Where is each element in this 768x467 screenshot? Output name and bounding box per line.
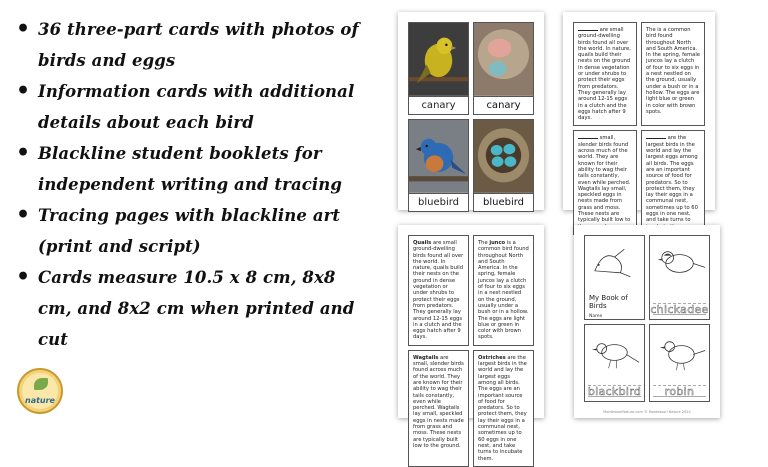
info-card: The is a common bird found throughout North and South America. In the spring, female juncos lay a clutch of four to six eggs in a nest nestled on the ground, usually under a bush or in a hollow. The eggs are light blue or green in color with brown spots. [641,22,705,126]
bullet-icon: • [16,202,31,228]
feature-text: Blackline student booklets for independent writing and tracing [38,144,342,194]
logo-text: nature [25,396,55,405]
card-label: canary [409,96,468,114]
bullet-icon: • [16,16,31,42]
bluebird-egg-photo [474,120,533,193]
chickadee-line-art-icon [650,236,709,291]
trace-word: chickadee [650,303,709,316]
name-line: Name [589,314,603,319]
info-card: Ostriches are the largest birds in the world and lay the largest eggs among all birds. The eggs are an important source of food for predators. So to protect them, they lay their eggs in a communal nest, sometimes up to 60 eggs in one nest, and take turns to incubate them. [473,350,534,467]
feature-item [16,14,366,76]
info-card: small, slender birds found across much of the world. They are known for their ability to wag their tails constantly, even while perched. Wagtails lay small, speckled eggs in nests made from grass and moss. These nests are typically built low to [573,130,637,234]
canary-card [408,22,469,115]
info-card: The junco is a common bird found throughout North and South America. In the spring, female juncos lay a clutch of four to six eggs in a nest nestled on the ground, usually under a bush or in a hollow. The eggs are light blue or green in color with brown spots. [473,235,534,346]
feature-item [16,200,366,262]
card-label: canary [474,96,533,114]
info-card: are small ground-dwelling birds found all over the world. In nature, quails build their nests on the ground in dense vegetation or under shrubs to protect their eggs from predators. They generally lay around 12-15 eggs in a clutch and the eggs hatch after 9 days. [573,22,637,126]
booklet-title: My Book of Birds [589,294,628,310]
booklet-footer: MontessoriNature.com © Montessori Nature 2024 [603,410,691,414]
bullet-icon: • [16,140,31,166]
bluebird-photo [409,120,468,193]
feature-text: 36 three-part cards with photos of birds and eggs [38,20,359,70]
bluebird-card [408,119,469,212]
tracing-card [584,324,645,402]
picture-cards-sheet [398,12,544,210]
card-label: bluebird [409,193,468,211]
bullet-icon: • [16,78,31,104]
tracing-card [649,324,710,402]
booklet-cover [584,235,645,320]
canary-egg-photo [474,23,533,96]
robin-line-art-icon [650,325,709,380]
canary-photo [409,23,468,96]
tracing-card [649,235,710,320]
feature-text: Information cards with additional details about each bird [38,82,355,132]
info-card: Quails are small ground-dwelling birds found all over the world. In nature, quails build their nests on the ground in dense vegetation or under shrubs to protect their eggs from predators. They generally lay around 12-15 eggs in a clutch and the eggs hatch after 9 days. [408,235,469,346]
feature-item [16,262,366,355]
info-card: Wagtails are small, slender birds found across much of the world. They are known for their ability to wag their tails constantly, even while perched. Wagtails lay small, speckled eggs in nests made from grass and moss. These nests are typically built low to the ground. [408,350,469,467]
trace-word: robin [664,385,695,398]
blackbird-line-art-icon [585,325,644,380]
feature-text: Cards measure 10.5 x 8 cm, 8x8 cm, and 8x2 cm when printed and cut [38,268,355,349]
booklet-sheet [574,225,720,418]
bullet-icon: • [16,264,31,290]
bluebird-egg-card [473,119,534,212]
feature-item [16,76,366,138]
feature-text: Tracing pages with blackline art (print and script) [38,206,341,256]
info-cards-blank-sheet [563,12,715,224]
bird-line-art-icon [585,236,644,286]
info-card: are the largest birds in the world and lay the largest eggs among all birds. The eggs are an important source of food for predators. So to protect them, they lay their eggs in a communal nest, sometimes up to 60 eggs in one nest, and take turns to [641,130,705,234]
info-cards-named-sheet [398,225,544,462]
feature-list [16,14,366,355]
card-label: bluebird [474,193,533,211]
trace-word: blackbird [587,385,642,398]
feature-item [16,138,366,200]
canary-egg-card [473,22,534,115]
montessori-nature-logo [17,368,63,414]
